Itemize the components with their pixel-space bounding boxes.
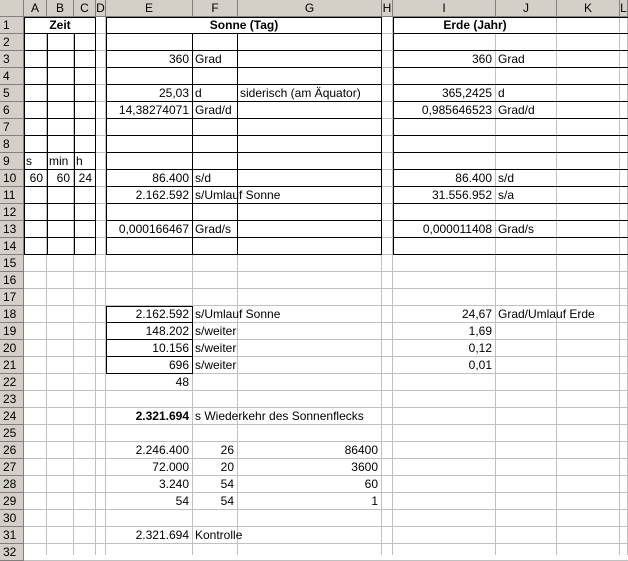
cell-e19[interactable]: 148.202 (145, 324, 189, 338)
cell-b10[interactable]: 60 (56, 171, 70, 185)
cell-j18[interactable]: Grad/Umlauf Erde (498, 307, 595, 321)
cell-border (393, 152, 628, 153)
cell-f11[interactable]: s/Umlauf Sonne (195, 188, 281, 202)
cell-i3[interactable]: 360 (471, 52, 492, 66)
column-header-g[interactable]: G (238, 0, 382, 17)
cell-i10[interactable]: 86.400 (455, 171, 492, 185)
cell-f13[interactable]: Grad/s (195, 222, 232, 236)
cell-border (24, 118, 96, 119)
cell-j11[interactable]: s/a (498, 188, 515, 202)
cell-e10[interactable]: 86.400 (152, 171, 189, 185)
cell-f19[interactable]: s/weiter (195, 324, 237, 338)
cell-a1[interactable]: Zeit (49, 18, 71, 32)
cell-e1[interactable]: Sonne (Tag) (209, 18, 279, 32)
row-header-18[interactable]: 18 (0, 306, 24, 323)
cell-e13[interactable]: 0,000166467 (118, 222, 189, 236)
cell-j5[interactable]: d (498, 86, 505, 100)
cell-i20[interactable]: 0,12 (468, 341, 492, 355)
cell-f27[interactable]: 20 (220, 460, 234, 474)
cell-border (24, 203, 96, 204)
column-header-h[interactable]: H (382, 1, 392, 15)
cell-g26[interactable]: 86400 (344, 443, 378, 457)
cell-g5[interactable]: siderisch (am Äquator) (240, 86, 361, 100)
cell-g29[interactable]: 1 (371, 494, 378, 508)
cell-e28[interactable]: 3.240 (158, 477, 189, 491)
row-header-24[interactable]: 24 (0, 408, 24, 425)
cell-e18[interactable]: 2.162.592 (135, 307, 189, 321)
cell-i19[interactable]: 1,69 (468, 324, 492, 338)
row-header-19[interactable]: 19 (0, 323, 24, 340)
cell-i13[interactable]: 0,000011408 (422, 222, 492, 236)
cell-e20[interactable]: 10.156 (152, 341, 189, 355)
cell-e24[interactable]: 2.321.694 (135, 409, 189, 423)
cell-f6[interactable]: Grad/d (195, 103, 232, 117)
row-header-30[interactable]: 30 (0, 510, 24, 527)
cell-e26[interactable]: 2.246.400 (135, 443, 189, 457)
cell-i1[interactable]: Erde (Jahr) (443, 18, 507, 32)
row-header-6[interactable]: 6 (0, 102, 24, 119)
cell-border (393, 254, 628, 255)
cell-border (106, 254, 382, 255)
row-header-29[interactable]: 29 (0, 493, 24, 510)
gridline (24, 288, 628, 289)
row-header-7[interactable]: 7 (0, 119, 24, 136)
row-header-13[interactable]: 13 (0, 221, 24, 238)
cell-f24[interactable]: s Wiederkehr des Sonnenflecks (195, 409, 364, 423)
cell-e21[interactable]: 696 (168, 358, 189, 372)
row-header-16[interactable]: 16 (0, 272, 24, 289)
cell-f18[interactable]: s/Umlauf Sonne (195, 307, 281, 321)
cell-f28[interactable]: 54 (220, 477, 234, 491)
column-header-j[interactable]: J (496, 0, 557, 17)
cell-i11[interactable]: 31.556.952 (431, 188, 492, 202)
cell-border (24, 101, 96, 102)
row-header-27[interactable]: 27 (0, 459, 24, 476)
cell-j6[interactable]: Grad/d (498, 103, 535, 117)
cell-a9[interactable]: s (26, 154, 32, 168)
cell-f10[interactable]: s/d (195, 171, 212, 185)
select-all-corner[interactable] (0, 0, 24, 17)
cell-j13[interactable]: Grad/s (498, 222, 535, 236)
cell-f20[interactable]: s/weiter (195, 341, 237, 355)
row-header-3[interactable]: 3 (0, 51, 24, 68)
column-header-b[interactable]: B (47, 0, 74, 17)
row-header-11[interactable]: 11 (0, 187, 24, 204)
row-header-25[interactable]: 25 (0, 425, 24, 442)
column-header-c[interactable]: C (74, 0, 96, 17)
cell-f31[interactable]: Kontrolle (195, 528, 243, 542)
cell-e29[interactable]: 54 (175, 494, 189, 508)
cell-f3[interactable]: Grad (195, 52, 222, 66)
cell-e22[interactable]: 48 (175, 375, 189, 389)
row-header-10[interactable]: 10 (0, 170, 24, 187)
cell-f21[interactable]: s/weiter (195, 358, 237, 372)
column-header-e[interactable]: E (106, 0, 193, 17)
column-header-d[interactable]: D (96, 1, 105, 15)
cell-border (393, 135, 628, 136)
cell-c10[interactable]: 24 (78, 171, 92, 185)
row-header-17[interactable]: 17 (0, 289, 24, 306)
cell-e27[interactable]: 72.000 (152, 460, 189, 474)
row-header-22[interactable]: 22 (0, 374, 24, 391)
cell-b9[interactable]: min (49, 154, 69, 168)
cell-border (24, 254, 96, 255)
row-header-4[interactable]: 4 (0, 68, 24, 85)
cell-g28[interactable]: 60 (364, 477, 378, 491)
cell-g27[interactable]: 3600 (351, 460, 378, 474)
cell-j3[interactable]: Grad (498, 52, 525, 66)
cell-border (24, 220, 96, 221)
gridline (24, 271, 628, 272)
row-header-14[interactable]: 14 (0, 238, 24, 255)
row-header-21[interactable]: 21 (0, 357, 24, 374)
cell-e11[interactable]: 2.162.592 (135, 188, 189, 202)
cell-e3[interactable]: 360 (168, 52, 189, 66)
row-header-2[interactable]: 2 (0, 34, 24, 51)
cell-f5[interactable]: d (195, 86, 202, 100)
cell-i5[interactable]: 365,2425 (441, 86, 492, 100)
cell-border (24, 67, 96, 68)
cell-e31[interactable]: 2.321.694 (135, 528, 189, 542)
row-header-28[interactable]: 28 (0, 476, 24, 493)
column-header-f[interactable]: F (193, 0, 238, 17)
cell-border (24, 135, 96, 136)
row-header-15[interactable]: 15 (0, 255, 24, 272)
cell-border (106, 152, 382, 153)
row-header-26[interactable]: 26 (0, 442, 24, 459)
cell-border (24, 50, 96, 51)
row-header-23[interactable]: 23 (0, 391, 24, 408)
row-header-12[interactable]: 12 (0, 204, 24, 221)
column-header-k[interactable]: K (557, 0, 620, 17)
cell-border (106, 135, 382, 136)
row-header-8[interactable]: 8 (0, 136, 24, 153)
cell-e5[interactable]: 25,03 (158, 86, 189, 100)
cell-c9[interactable]: h (76, 154, 83, 168)
cell-f29[interactable]: 54 (220, 494, 234, 508)
cell-e6[interactable]: 14,38274071 (118, 103, 189, 117)
cell-f26[interactable]: 26 (220, 443, 234, 457)
cell-a10[interactable]: 60 (29, 171, 43, 185)
row-header-9[interactable]: 9 (0, 153, 24, 170)
column-header-i[interactable]: I (393, 0, 496, 17)
cell-border (24, 84, 96, 85)
row-header-1[interactable]: 1 (0, 17, 24, 34)
row-header-32[interactable]: 32 (0, 544, 24, 561)
cell-border (192, 306, 193, 374)
row-header-5[interactable]: 5 (0, 85, 24, 102)
cell-i18[interactable]: 24,67 (461, 307, 492, 321)
cell-i6[interactable]: 0,985646523 (421, 103, 492, 117)
row-header-31[interactable]: 31 (0, 527, 24, 544)
column-header-a[interactable]: A (24, 0, 47, 17)
column-header-l[interactable]: L (620, 1, 627, 15)
row-header-20[interactable]: 20 (0, 340, 24, 357)
cell-j10[interactable]: s/d (498, 171, 515, 185)
cell-border (24, 237, 96, 238)
cell-i21[interactable]: 0,01 (468, 358, 492, 372)
